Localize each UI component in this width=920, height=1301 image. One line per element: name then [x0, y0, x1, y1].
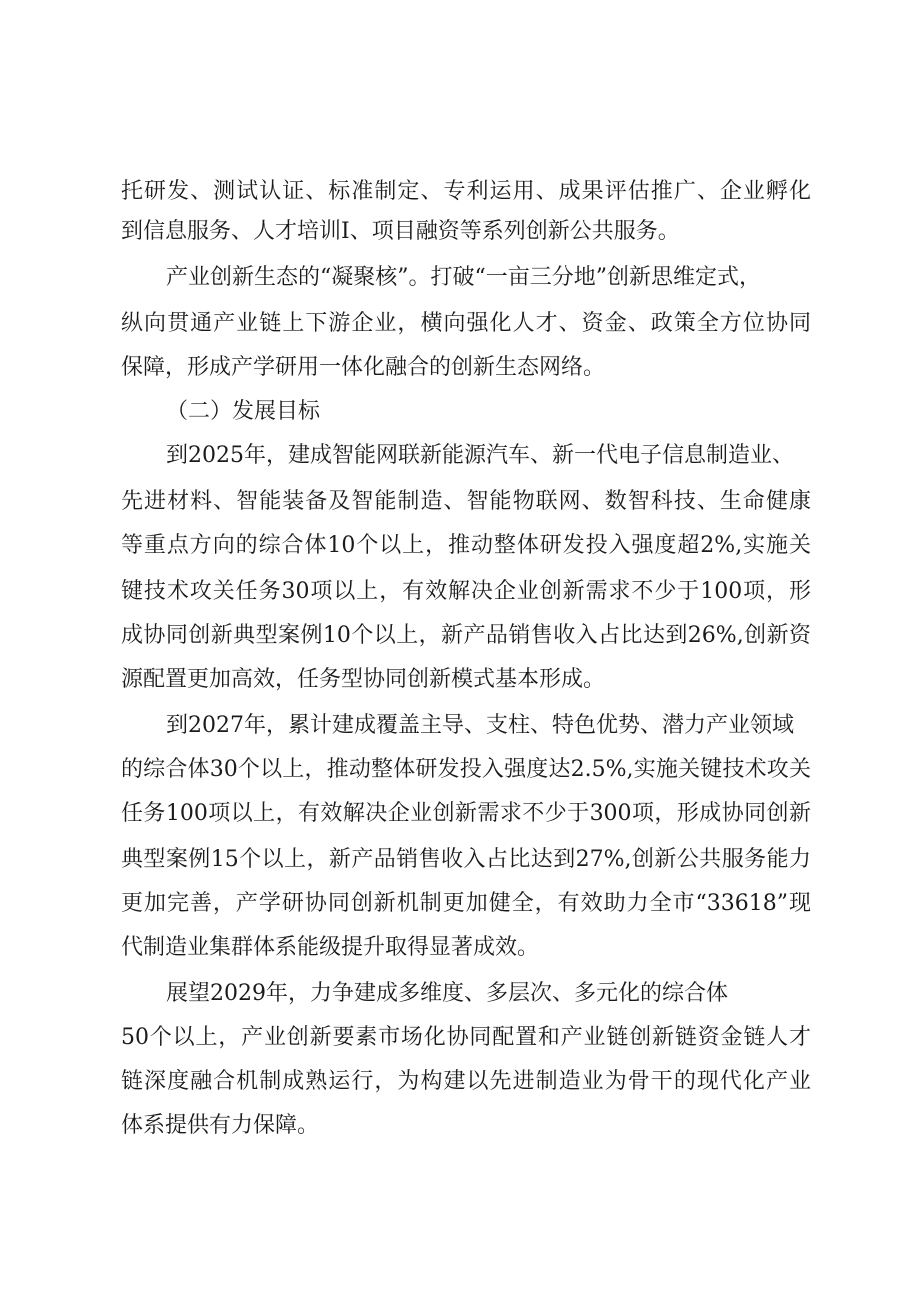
paragraph-3-line-1: 到2025年，建成智能网联新能源汽车、新一代电子信息制造业、 — [166, 443, 794, 468]
paragraph-4-line-6: 代制造业集群体系能级提升取得显著成效。 — [121, 935, 540, 960]
paragraph-4-line-3: 任务100项以上，有效解决企业创新需求不少于300项，形成协同创新 — [121, 801, 811, 826]
paragraph-2-line-1: 产业创新生态的“凝聚核”。打破“一亩三分地”创新思维定式， — [166, 265, 761, 290]
paragraph-5-line-1: 展望2029年，力争建成多维度、多层次、多元化的综合体 — [166, 981, 728, 1006]
paragraph-3-line-4: 键技术攻关任务30项以上，有效解决企业创新需求不少于100项，形 — [121, 579, 811, 604]
paragraph-1-line-1: 托研发、测试认证、标准制定、专利运用、成果评估推广、企业孵化 — [121, 179, 811, 204]
paragraph-3-line-3: 等重点方向的综合体10个以上，推动整体研发投入强度超2%,实施关 — [121, 533, 811, 558]
paragraph-3-line-5: 成协同创新典型案例10个以上，新产品销售收入占比达到26%,创新资 — [121, 623, 811, 648]
paragraph-4-line-4: 典型案例15个以上，新产品销售收入占比达到27%,创新公共服务能力 — [121, 847, 811, 872]
paragraph-1-line-2: 到信息服务、人才培训I、项目融资等系列创新公共服务。 — [121, 219, 680, 244]
paragraph-5-line-2: 50个以上，产业创新要素市场化协同配置和产业链创新链资金链人才 — [121, 1025, 811, 1050]
paragraph-2-line-3: 保障，形成产学研用一体化融合的创新生态网络。 — [121, 355, 606, 380]
paragraph-5-line-3: 链深度融合机制成熟运行，为构建以先进制造业为骨干的现代化产业 — [121, 1069, 811, 1094]
section-heading: （二）发展目标 — [166, 399, 321, 424]
paragraph-4-line-2: 的综合体30个以上，推动整体研发投入强度达2.5%,实施关键技术攻关 — [121, 757, 811, 782]
paragraph-3-line-2: 先进材料、智能装备及智能制造、智能物联网、数智科技、生命健康 — [121, 489, 811, 514]
paragraph-3-line-6: 源配置更加高效，任务型协同创新模式基本形成。 — [121, 667, 606, 692]
paragraph-5-line-4: 体系提供有力保障。 — [121, 1113, 320, 1138]
paragraph-2-line-2: 纵向贯通产业链上下游企业，横向强化人才、资金、政策全方位协同 — [121, 311, 811, 336]
paragraph-4-line-1: 到2027年，累计建成覆盖主导、支柱、特色优势、潜力产业领域 — [166, 713, 794, 738]
paragraph-4-line-5: 更加完善，产学研协同创新机制更加健全，有效助力全市“33618”现 — [121, 891, 811, 916]
